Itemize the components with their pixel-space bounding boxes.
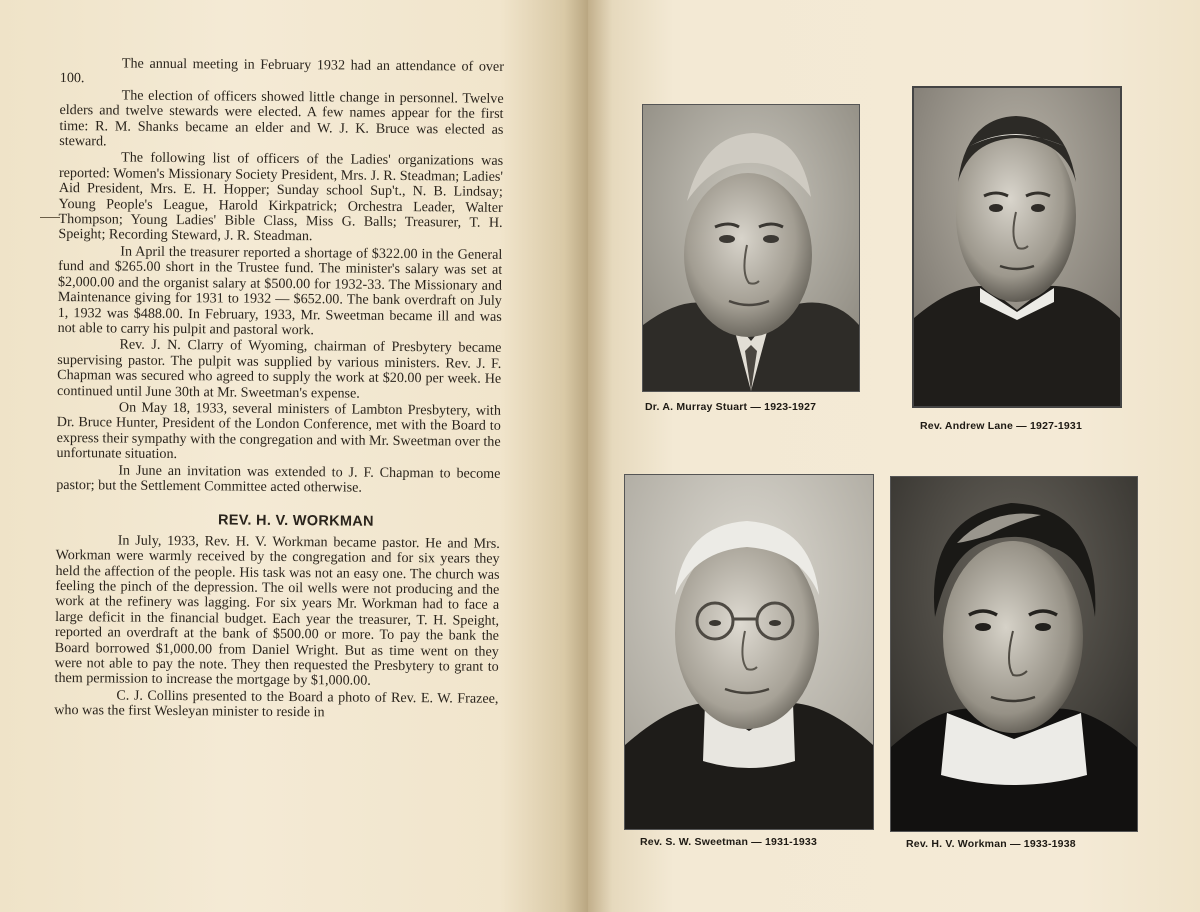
paragraph: In April the treasurer reported a shortage of $322.00 in the General fund and $265.00 short in the Trustee fund. The minister's salary was set at $2,000.00 and the organist salary at $500.00 for 1932-33. The Missionary and Maintenance giving for 1931 to 1932 — $652.00. The bank overdraft on July 1, 1932 was $488.00. In February, 1933, Mr. Sweetman became ill and was not able to carry his pulpit and pastoral work. [57, 243, 503, 339]
portrait-photo-stuart [642, 104, 860, 392]
caption-lane: Rev. Andrew Lane — 1927-1931 [920, 420, 1083, 432]
portrait-photo-sweetman [624, 474, 874, 830]
left-page [0, 0, 588, 912]
paragraph: In June an invitation was extended to J. F. Chapman to become pastor; but the Settlement Committee acted otherwise. [56, 462, 501, 496]
paragraph: The election of officers showed little change in personnel. Twelve elders and twelve stewards were elected. A few names appear for the first time: R. M. Shanks became an elder and W. J. K. Bruce was elected as steward. [59, 87, 504, 150]
paragraph: In July, 1933, Rev. H. V. Workman became pastor. He and Mrs. Workman were warmly received by the congregation and for six years they held the affection of the people. His task was not an easy one. The church was feeling the pinch of the depression. The oil wells were not producing and the work at the refinery was lagging. For six years Mr. Workman had to face a large deficit in the financial budget. Each year the treasurer, T. H. Speight, reported an overdraft at the bank of $500.00 or more. To pay the bank the Board borrowed $1,000.00 from Daniel Wright. But as time went on they were not able to pay the note. They then requested the Presbytery to grant to them permission to increase the mortgage by $1,000.00. [54, 532, 500, 690]
portrait-photo-lane [912, 86, 1122, 408]
caption-workman: Rev. H. V. Workman — 1933-1938 [906, 838, 1076, 850]
right-page [588, 0, 1200, 912]
paragraph: Rev. J. N. Clarry of Wyoming, chairman of Presbytery became supervising pastor. The pulpit was supplied by various ministers. Rev. J. F. Chapman was secured who agreed to supply the work at $20.00 per week. He continued until June 30th at Mr. Sweetman's expense. [57, 336, 502, 402]
paragraph: On May 18, 1933, several ministers of Lambton Presbytery, with Dr. Bruce Hunter, President of the London Conference, met with the Board to express their sympathy with the congregation and with Mr. Sweetman over the unfortunate situation. [56, 399, 501, 463]
section-heading: REV. H. V. WORKMAN [217, 512, 374, 531]
paragraph: C. J. Collins presented to the Board a photo of Rev. E. W. Frazee, who was the first Wesleyan minister to reside in [54, 687, 499, 721]
margin-mark [40, 217, 60, 218]
paragraph: The annual meeting in February 1932 had an attendance of over 100. [59, 55, 504, 87]
paragraph: The following list of officers of the Ladies' organizations was reported: Women's Missionary Society President, Mrs. J. R. Steadman; Ladies' Aid President, Mrs. E. H. Hopper; Sunday school Sup't., N. B. Lindsay; Young People's League, Harold Kirkpatrick; Orchestra Leader, Walter Thompson; Young Ladies' Bible Class, Miss G. Balls; Treasurer, T. H. Speight; Recording Steward, J. R. Steadman. [58, 149, 504, 245]
caption-stuart: Dr. A. Murray Stuart — 1923-1927 [645, 401, 817, 413]
body-text [54, 56, 504, 724]
caption-sweetman: Rev. S. W. Sweetman — 1931-1933 [640, 836, 818, 848]
portrait-photo-workman [890, 476, 1138, 832]
